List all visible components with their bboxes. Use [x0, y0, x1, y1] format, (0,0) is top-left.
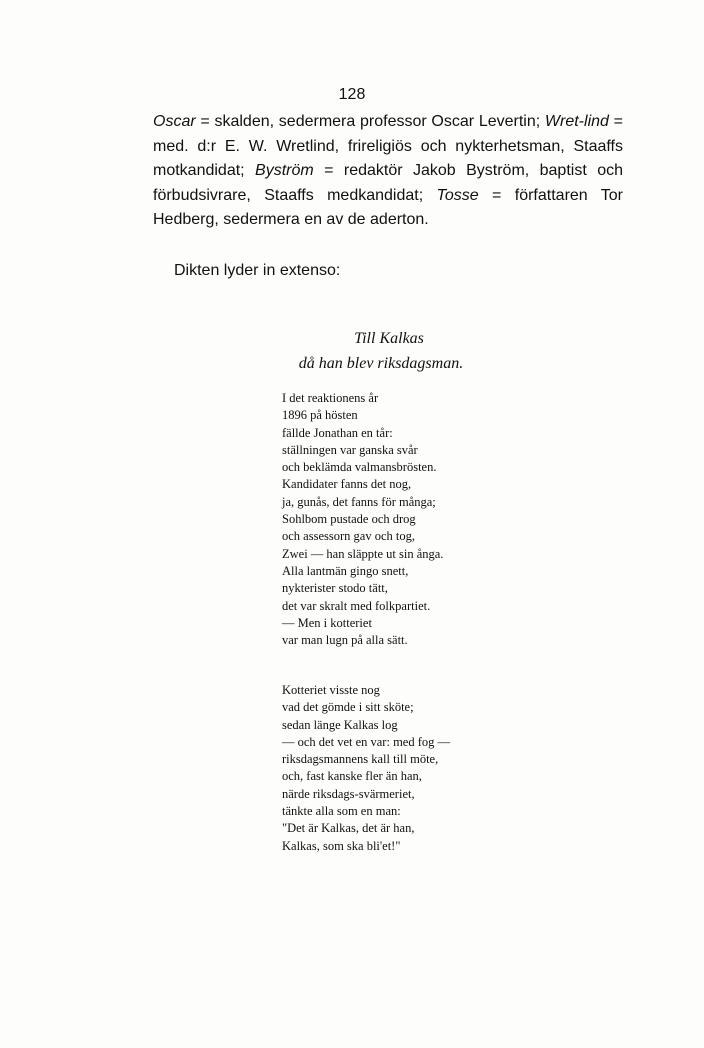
stanza-2 — [282, 682, 450, 855]
poem-line: Kotteriet visste nog — [282, 683, 380, 697]
poem-line: — och det vet en var: med fog — — [282, 734, 451, 749]
page-number: 128 — [338, 86, 366, 103]
name-wretlind: Wret-lind — [544, 113, 609, 130]
poem-line: var man lugn på alla sätt. — [282, 633, 408, 648]
poem-line: Kandidater fanns det nog, — [282, 477, 412, 492]
poem-line: I det reaktionens år — [282, 391, 379, 405]
poem-line: och, fast kanske fler än han, — [282, 769, 422, 784]
name-oscar: Oscar — [153, 113, 196, 130]
text-wretlind: = med. d:r E. W. Wretlind, frireligiös och nykterhetsman, Staaffs motkandidat; — [153, 113, 623, 179]
poem-line: — Men i kotteriet — [282, 615, 372, 630]
poem-line: Sohlbom pustade och drog — [282, 512, 416, 527]
name-tosse: Tosse — [436, 186, 479, 204]
text-oscar: = skalden, sedermera professor Oscar Levertin; — [195, 113, 545, 130]
poem-line: nykterister stodo tätt, — [282, 581, 388, 596]
poem-line: det var skralt med folkpartiet. — [282, 598, 431, 613]
intro-paragraph — [153, 110, 623, 233]
poem-line: vad det gömde i sitt sköte; — [282, 700, 414, 715]
poem-line: 1896 på hösten — [282, 408, 358, 423]
poem-title-line-2: då han blev riksdagsman. — [298, 355, 464, 372]
poem-line: tänkte alla som en man: — [282, 804, 401, 819]
poem-line: Kalkas, som ska bli'et!" — [282, 838, 401, 853]
text-bystrom: = redaktör Jakob Byström, baptist och förbudsivrare, Staaffs medkandidat; — [153, 162, 623, 204]
name-bystrom: Byström — [255, 162, 314, 179]
poem-line: och beklämda valmansbrösten. — [282, 460, 437, 475]
text-tosse: = författaren Tor Hedberg, sedermera en av de aderton. — [153, 186, 624, 228]
poem-line: ja, gunås, det fanns för många; — [282, 494, 436, 509]
poem-title-line-1: Till Kalkas — [354, 330, 424, 347]
poem-lead-in: Dikten lyder in extenso: — [174, 262, 341, 279]
poem-line: ställningen var ganska svår — [282, 442, 418, 457]
poem-line: sedan länge Kalkas log — [282, 717, 398, 732]
poem-line: närde riksdags-svärmeriet, — [282, 786, 415, 801]
stanza-1 — [282, 390, 443, 649]
poem-line: "Det är Kalkas, det är han, — [282, 821, 415, 836]
poem-line: och assessorn gav och tog, — [282, 529, 415, 544]
poem-title — [0, 326, 704, 376]
poem-line: fällde Jonathan en tår: — [282, 425, 393, 440]
poem-line: Alla lantmän gingo snett, — [282, 563, 409, 578]
poem-line: Zwei — han släppte ut sin ånga. — [282, 546, 444, 561]
poem-line: riksdagsmannens kall till möte, — [282, 752, 439, 767]
